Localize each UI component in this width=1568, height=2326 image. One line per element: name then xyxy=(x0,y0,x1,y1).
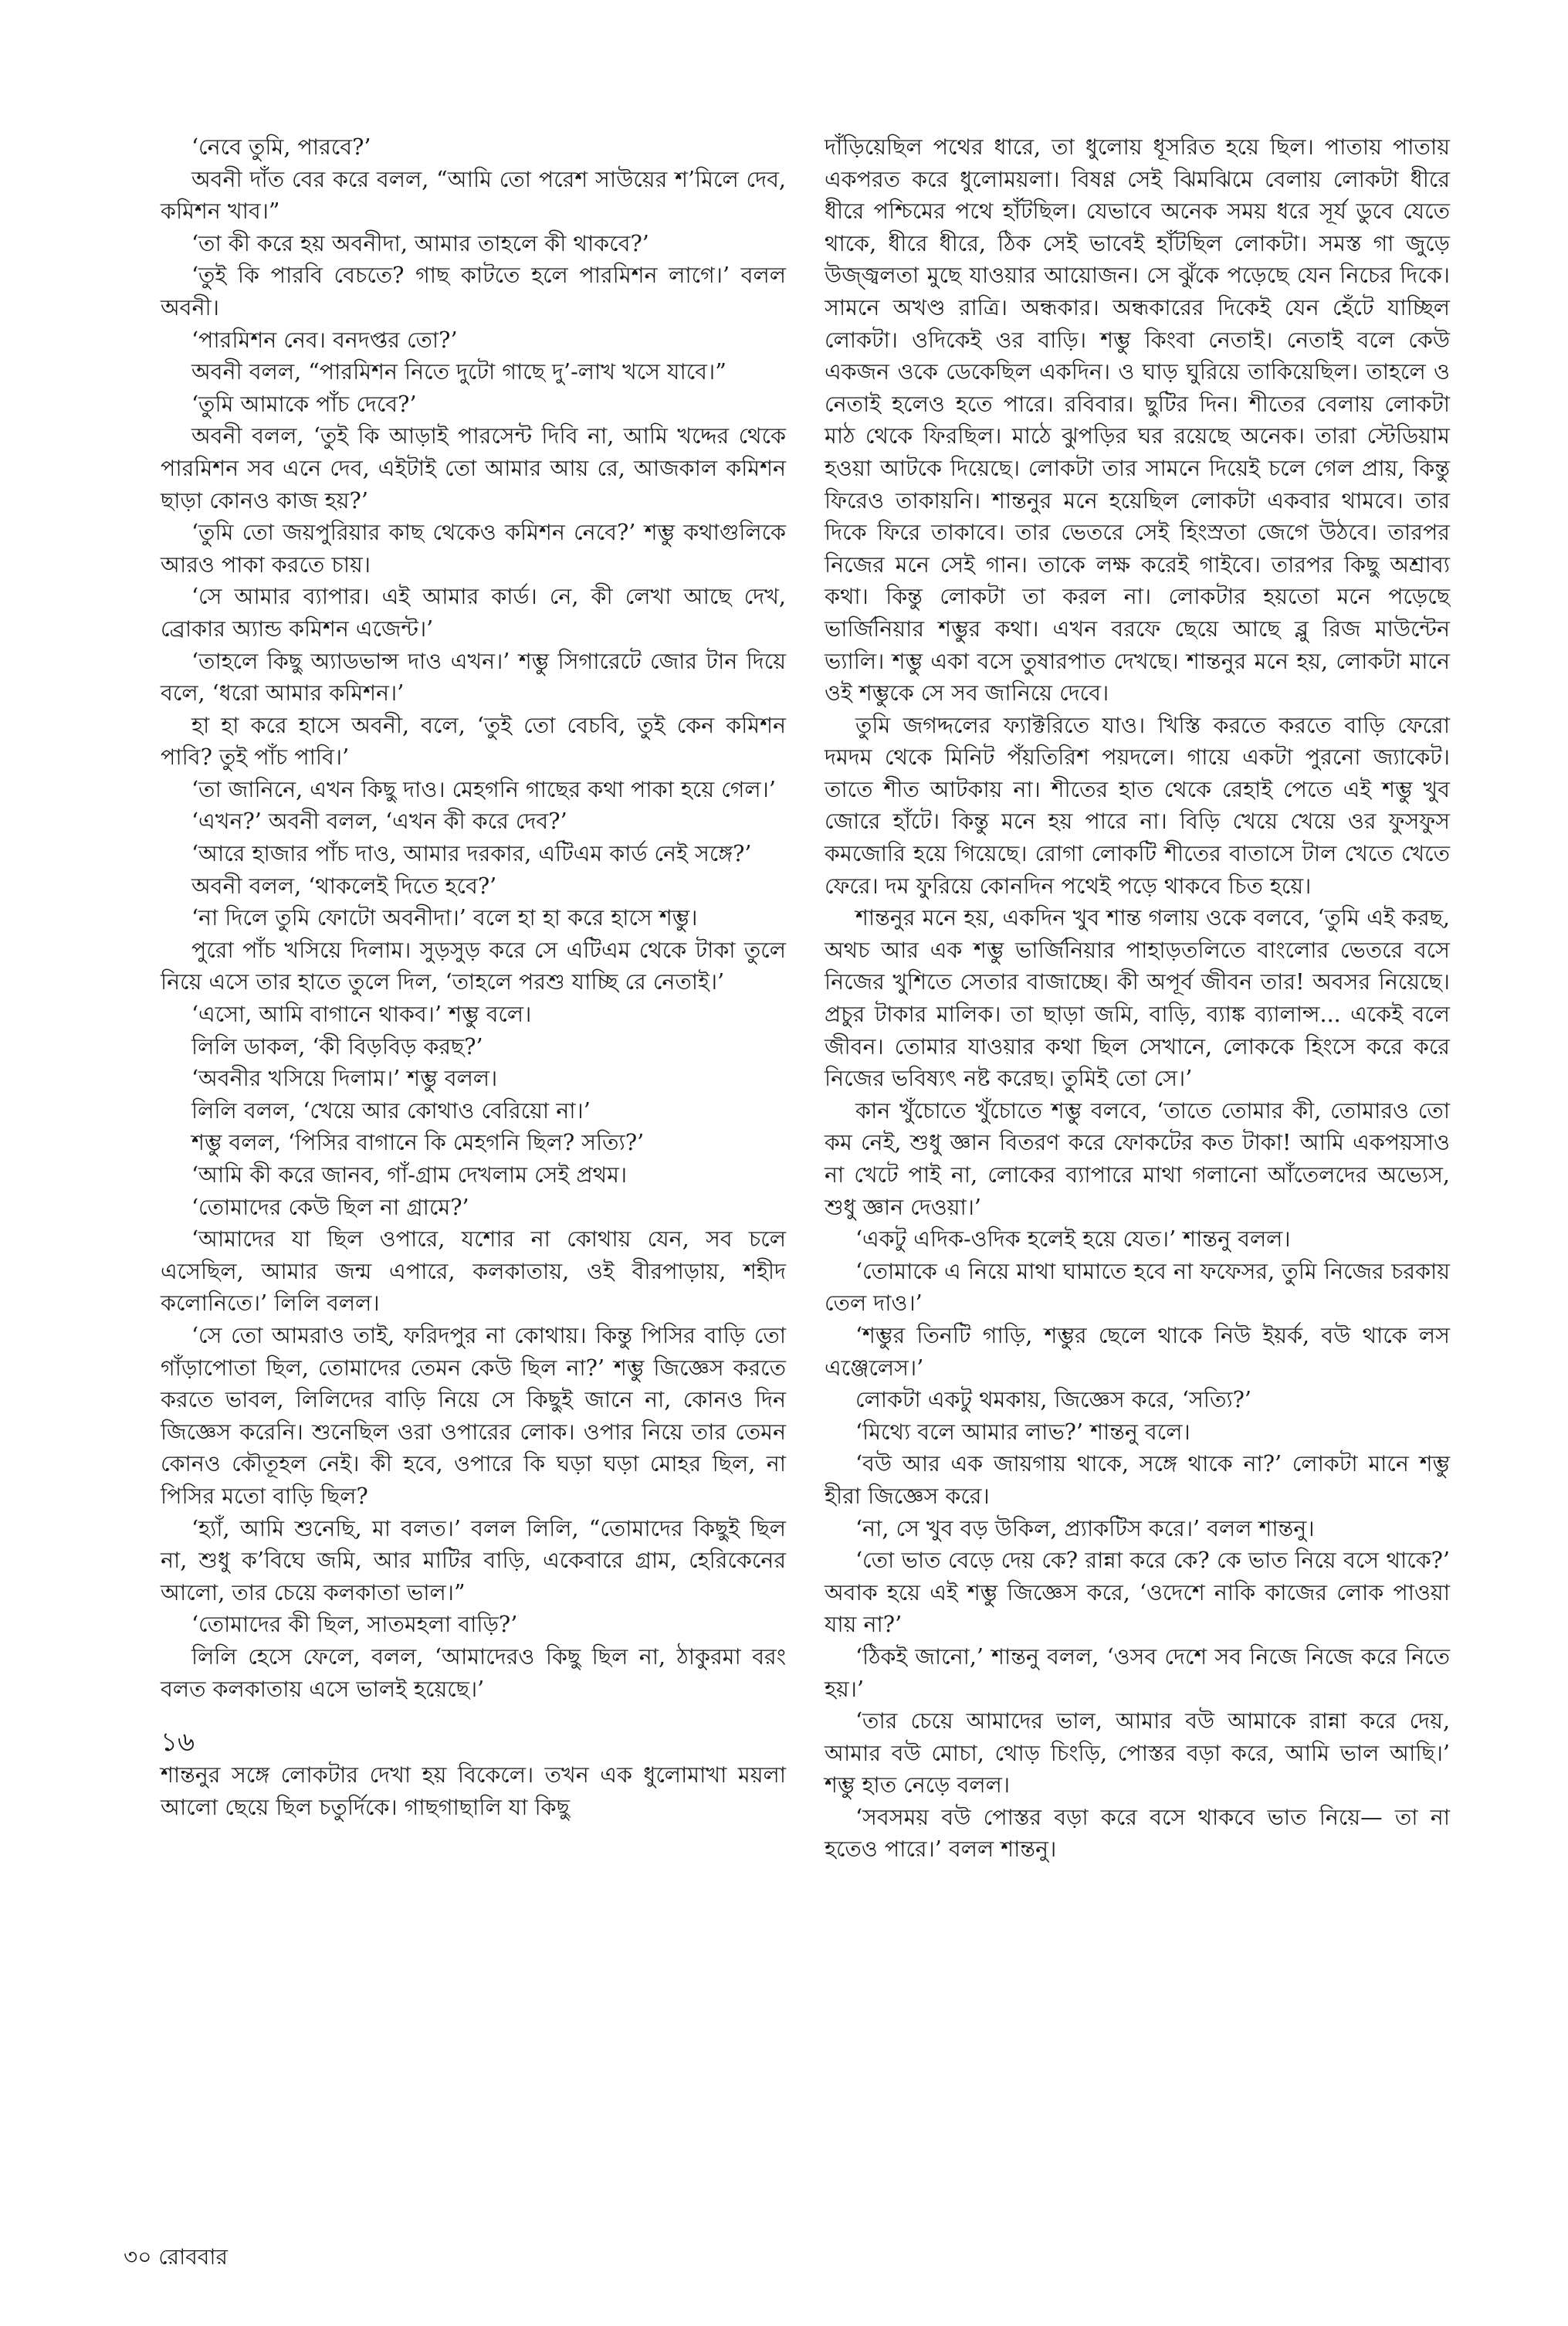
paragraph: ‘এখন?’ অবনী বলল, ‘এখন কী করে দেব?’ xyxy=(191,809,567,835)
section-opening-paragraph: শান্তনুর সঙ্গে লোকটার দেখা হয় বিকেলে। তখন এক ধুলোমাখা ময়লা আলো ছেয়ে ছিল চতুর্দিকে। গাছগাছালি যা কিছু xyxy=(161,1762,786,1820)
paragraph: ‘তার চেয়ে আমাদের ভাল, আমার বউ আমাকে রান্না করে দেয়, আমার বউ মোচা, থোড় চিংড়ি, পোস্তর বড়া করে, আমি ভাল আছি।’ শম্ভু হাত নেড়ে বলল। xyxy=(825,1708,1450,1799)
paragraph: লিলি ডাকল, ‘কী বিড়বিড় করছ?’ xyxy=(191,1033,483,1060)
paragraph: ‘শম্ভুর তিনটি গাড়ি, শম্ভুর ছেলে থাকে নিউ ইয়র্ক, বউ থাকে লস এঞ্জেলেস।’ xyxy=(825,1322,1450,1381)
paragraph: ‘সবসময় বউ পোস্তর বড়া করে বসে থাকবে ভাত নিয়ে— তা না হতেও পারে।’ বলল শান্তনু। xyxy=(825,1804,1450,1863)
paragraph: ‘তুই কি পারবি বেচতে? গাছ কাটতে হলে পারমিশন লাগে।’ বলল অবনী। xyxy=(161,263,786,320)
paragraph: ‘আমাদের যা ছিল ওপারে, যশোর না কোথায় যেন, সব চলে এসেছিল, আমার জন্ম এপারে, কলকাতায়, ওই বীরপাড়ায়, শহীদ কলোনিতে।’ লিলি বলল। xyxy=(161,1226,786,1317)
paragraph: ‘তুমি আমাকে পাঁচ দেবে?’ xyxy=(191,391,417,417)
paragraph: ‘নেবে তুমি, পারবে?’ xyxy=(191,134,371,160)
paragraph: ‘ঠিকই জানো,’ শান্তনু বলল, ‘ওসব দেশে সব নিজে নিজে করে নিতে হয়।’ xyxy=(825,1643,1450,1702)
paragraph: ‘তোমাদের কী ছিল, সাতমহলা বাড়ি?’ xyxy=(191,1612,518,1638)
paragraph: ‘তাহলে কিছু অ্যাডভান্স দাও এখন।’ শম্ভু সিগারেটে জোর টান দিয়ে বলে, ‘ধরো আমার কমিশন।’ xyxy=(161,648,786,707)
paragraph: অবনী দাঁত বের করে বলল, “আমি তো পরেশ সাউয়ের শ’মিলে দেব, কমিশন খাব।” xyxy=(161,166,786,225)
paragraph: ‘না, সে খুব বড় উকিল, প্র্যাকটিস করে।’ বলল শান্তনু। xyxy=(855,1515,1315,1541)
paragraph: লিলি হেসে ফেলে, বলল, ‘আমাদেরও কিছু ছিল না, ঠাকুরমা বরং বলত কলকাতায় এসে ভালই হয়েছে।’ xyxy=(161,1643,786,1702)
paragraph: ‘মিথ্যে বলে আমার লাভ?’ শান্তনু বলে। xyxy=(855,1419,1190,1445)
paragraph: ‘তোমাকে এ নিয়ে মাথা ঘামাতে হবে না ফফেসর, তুমি নিজের চরকায় তেল দাও।’ xyxy=(825,1258,1450,1317)
right-column-paragraphs xyxy=(825,131,1450,1866)
paragraph: ‘তোমাদের কেউ ছিল না গ্রামে?’ xyxy=(191,1194,469,1220)
paragraph: ‘আমি কী করে জানব, গাঁ-গ্রাম দেখলাম সেই প্রথম। xyxy=(191,1162,628,1188)
paragraph: কান খুঁচোতে খুঁচোতে শম্ভু বলবে, ‘তাতে তোমার কী, তোমারও তো কম নেই, শুধু জ্ঞান বিতরণ করে ফোকটের কত টাকা! আমি একপয়সাও না খেটে পাই না, লোকের ব্যাপারে মাথা গলানো আঁতেলদের অভ্যেস, শুধু জ্ঞান দেওয়া।’ xyxy=(825,1097,1450,1220)
paragraph: শম্ভু বলল, ‘পিসির বাগানে কি মেহগনি ছিল? সত্যি?’ xyxy=(191,1130,645,1156)
left-column-paragraphs xyxy=(161,131,786,1705)
paragraph: ‘তুমি তো জয়পুরিয়ার কাছ থেকেও কমিশন নেবে?’ শম্ভু কথাগুলিকে আরও পাকা করতে চায়। xyxy=(161,520,786,578)
paragraph: ‘তা জানিনে, এখন কিছু দাও। মেহগনি গাছের কথা পাকা হয়ে গেল।’ xyxy=(191,776,776,802)
paragraph: ‘পারমিশন নেব। বনদপ্তর তো?’ xyxy=(191,327,458,353)
section-number: ১৬ xyxy=(161,1727,195,1758)
page-footer: ৩০ রোববার xyxy=(124,2244,228,2270)
paragraph: ‘এসো, আমি বাগানে থাকব।’ শম্ভু বলে। xyxy=(191,1002,532,1028)
paragraph: লিলি বলল, ‘খেয়ে আর কোথাও বেরিয়ো না।’ xyxy=(191,1097,591,1124)
paragraph: ‘না দিলে তুমি ফোটো অবনীদা।’ বলে হা হা করে হাসে শম্ভু। xyxy=(191,905,698,931)
paragraph: অবনী বলল, ‘থাকলেই দিতে হবে?’ xyxy=(191,873,497,899)
paragraph: ‘হ্যাঁ, আমি শুনেছি, মা বলত।’ বলল লিলি, “তোমাদের কিছুই ছিল না, শুধু ক’বিঘে জমি, আর মাটির বাড়ি, একেবারে গ্রাম, হেরিকেনের আলো, তার চেয়ে কলকাতা ভাল।” xyxy=(161,1515,786,1605)
paragraph: ‘একটু এদিক-ওদিক হলেই হয়ে যেত।’ শান্তনু বলল। xyxy=(855,1226,1291,1253)
paragraph: অবনী বলল, “পারমিশন নিতে দুটো গাছে দু’-লাখ খসে যাবে।” xyxy=(191,359,726,385)
right-column xyxy=(825,131,1450,1866)
paragraph: ‘সে আমার ব্যাপার। এই আমার কার্ড। নে, কী লেখা আছে দেখ, ব্রোকার অ্যান্ড কমিশন এজেন্ট।’ xyxy=(161,584,786,642)
paragraph: লোকটা একটু থমকায়, জিজ্ঞেস করে, ‘সত্যি?’ xyxy=(855,1387,1251,1413)
paragraph: হা হা করে হাসে অবনী, বলে, ‘তুই তো বেচবি, তুই কেন কমিশন পাবি? তুই পাঁচ পাবি।’ xyxy=(161,712,786,771)
paragraph: ‘তা কী করে হয় অবনীদা, আমার তাহলে কী থাকবে?’ xyxy=(191,230,649,256)
paragraph: ‘বউ আর এক জায়গায় থাকে, সঙ্গে থাকে না?’ লোকটা মানে শম্ভু হীরা জিজ্ঞেস করে। xyxy=(825,1451,1450,1509)
paragraph: ‘তো ভাত বেড়ে দেয় কে? রান্না করে কে? কে ভাত নিয়ে বসে থাকে?’ অবাক হয়ে এই শম্ভু জিজ্ঞেস করে, ‘ওদেশে নাকি কাজের লোক পাওয়া যায় না?’ xyxy=(825,1548,1450,1638)
paragraph: পুরো পাঁচ খসিয়ে দিলাম। সুড়সুড় করে সে এটিএম থেকে টাকা তুলে নিয়ে এসে তার হাতে তুলে দিল, ‘তাহলে পরশু যাচ্ছি রে নেতাই।’ xyxy=(161,937,786,995)
paragraph: তুমি জগদ্দলের ফ্যাক্টরিতে যাও। খিস্তি করতে করতে বাড়ি ফেরো দমদম থেকে মিনিট পঁয়তিরিশ পয়দলে। গায়ে একটা পুরনো জ্যাকেট। তাতে শীত আটকায় না। শীতের হাত থেকে রেহাই পেতে এই শম্ভু খুব জোরে হাঁটে। কিন্তু মনে হয় পারে না। বিড়ি খেয়ে খেয়ে ওর ফুসফুস কমজোরি হয়ে গিয়েছে। রোগা লোকটি শীতের বাতাসে টাল খেতে খেতে ফেরে। দম ফুরিয়ে কোনদিন পথেই পড়ে থাকবে চিত হয়ে। xyxy=(825,712,1450,899)
paragraph: অবনী বলল, ‘তুই কি আড়াই পারসেন্ট দিবি না, আমি খদ্দের থেকে পারমিশন সব এনে দেব, এইটাই তো আমার আয় রে, আজকাল কমিশন ছাড়া কোনও কাজ হয়?’ xyxy=(161,423,786,514)
left-column xyxy=(161,131,786,1823)
paragraph: শান্তনুর মনে হয়, একদিন খুব শান্ত গলায় ওকে বলবে, ‘তুমি এই করছ, অথচ আর এক শম্ভু ভার্জিনিয়ার পাহাড়তলিতে বাংলোর ভেতরে বসে নিজের খুশিতে সেতার বাজাচ্ছে। কী অপূর্ব জীবন তার! অবসর নিয়েছে। প্রচুর টাকার মালিক। তা ছাড়া জমি, বাড়ি, ব্যাঙ্ক ব্যালান্স... একেই বলে জীবন। তোমার যাওয়ার কথা ছিল সেখানে, লোককে হিংসে করে করে নিজের ভবিষ্যৎ নষ্ট করেছ। তুমিই তো সে।’ xyxy=(825,905,1450,1092)
paragraph: দাঁড়িয়েছিল পথের ধারে, তা ধুলোয় ধূসরিত হয়ে ছিল। পাতায় পাতায় একপরত করে ধুলোময়লা। বিষণ্ণ সেই ঝিমঝিমে বেলায় লোকটা ধীরে ধীরে পশ্চিমের পথে হাঁটছিল। যেভাবে অনেক সময় ধরে সূর্য ডুবে যেতে থাকে, ধীরে ধীরে, ঠিক সেই ভাবেই হাঁটছিল লোকটা। সমস্ত গা জুড়ে উজ্জ্বলতা মুছে যাওয়ার আয়োজন। সে ঝুঁকে পড়েছে যেন নিচের দিকে। সামনে অখণ্ড রাত্রি। অন্ধকার। অন্ধকারের দিকেই যেন হেঁটে যাচ্ছিল লোকটা। ওদিকেই ওর বাড়ি। শম্ভু কিংবা নেতাই। নেতাই বলে কেউ একজন ওকে ডেকেছিল একদিন। ও ঘাড় ঘুরিয়ে তাকিয়েছিল। তাহলে ও নেতাই হলেও হতে পারে। রবিবার। ছুটির দিন। শীতের বেলায় লোকটা মাঠ থেকে ফিরছিল। মাঠে ঝুপড়ির ঘর রয়েছে অনেক। তারা স্টেডিয়াম হওয়া আটকে দিয়েছে। লোকটা তার সামনে দিয়েই চলে গেল প্রায়, কিন্তু ফিরেও তাকায়নি। শান্তনুর মনে হয়েছিল লোকটা একবার থামবে। তার দিকে ফিরে তাকাবে। তার ভেতরে সেই হিংস্রতা জেগে উঠবে। তারপর নিজের মনে সেই গান। তাকে লক্ষ করেই গাইবে। তারপর কিছু অশ্রাব্য কথা। কিন্তু লোকটা তা করল না। লোকটার হয়তো মনে পড়েছে ভার্জিনিয়ার শম্ভুর কথা। এখন বরফে ছেয়ে আছে ব্লু রিজ মাউন্টেন ভ্যালি। শম্ভু একা বসে তুষারপাত দেখছে। শান্তনুর মনে হয়, লোকটা মানে ওই শম্ভুকে সে সব জানিয়ে দেবে। xyxy=(825,134,1450,707)
paragraph: ‘অবনীর খসিয়ে দিলাম।’ শম্ভু বলল। xyxy=(191,1066,498,1092)
paragraph: ‘সে তো আমরাও তাই, ফরিদপুর না কোথায়। কিন্তু পিসির বাড়ি তো গাঁড়াপোতা ছিল, তোমাদের তেমন কেউ ছিল না?’ শম্ভু জিজ্ঞেস করতে করতে ভাবল, লিলিদের বাড়ি নিয়ে সে কিছুই জানে না, কোনও দিন জিজ্ঞেস করেনি। শুনেছিল ওরা ওপারের লোক। ওপার নিয়ে তার তেমন কোনও কৌতূহল নেই। কী হবে, ওপারে কি ঘড়া ঘড়া মোহর ছিল, না পিসির মতো বাড়ি ছিল? xyxy=(161,1322,786,1509)
paragraph: ‘আরে হাজার পাঁচ দাও, আমার দরকার, এটিএম কার্ড নেই সঙ্গে?’ xyxy=(191,841,752,867)
